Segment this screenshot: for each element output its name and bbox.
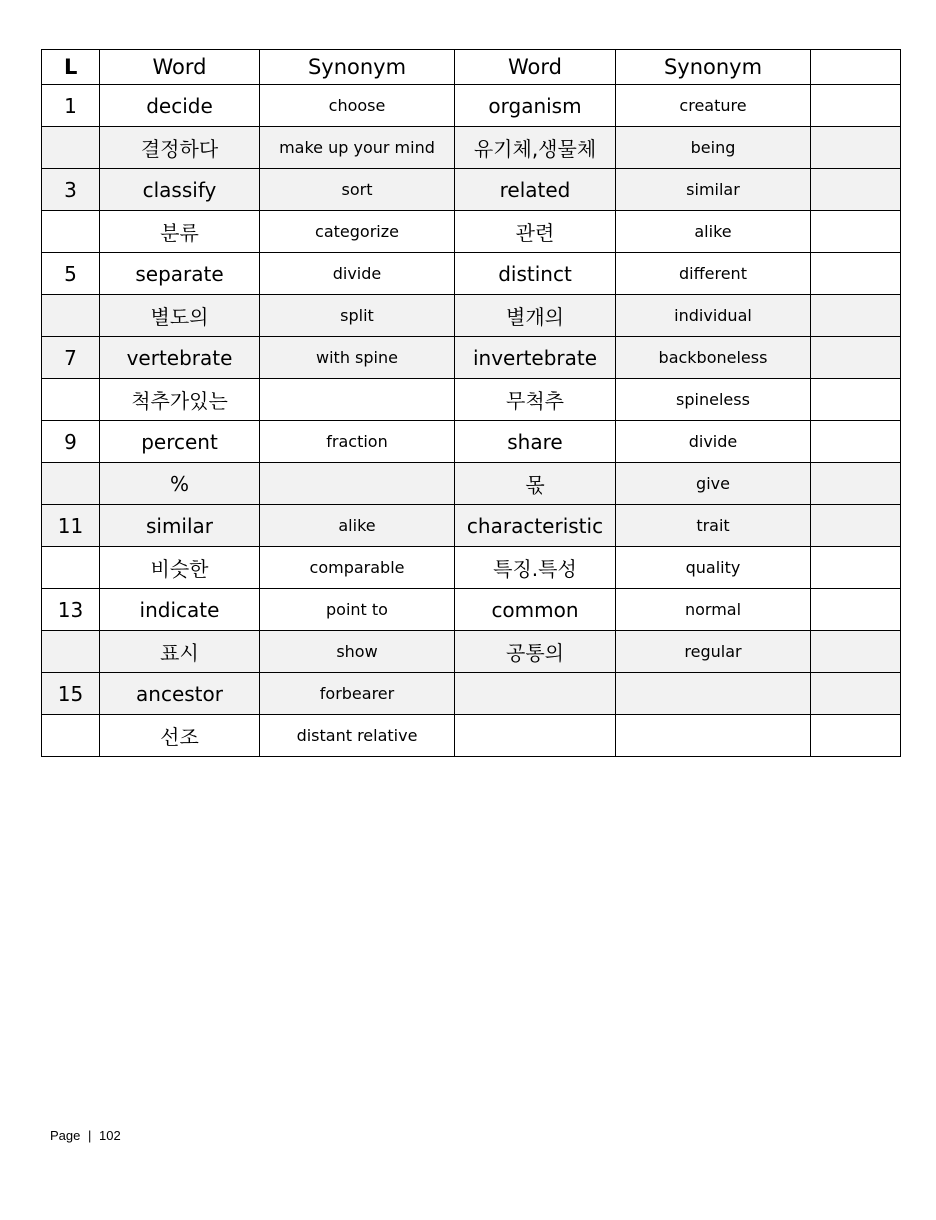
- blank-cell: [811, 127, 901, 169]
- synonym-cell: sort: [260, 169, 455, 211]
- blank-cell: [811, 85, 901, 127]
- lesson-number-cell: [42, 127, 100, 169]
- table-row: [42, 379, 901, 421]
- header-word-2: Word: [455, 50, 616, 85]
- word-cell: decide: [100, 85, 260, 127]
- korean-word-cell: 특징.특성: [455, 547, 616, 589]
- blank-cell: [811, 589, 901, 631]
- blank-cell: [811, 211, 901, 253]
- korean-word-cell: 유기체,생물체: [455, 127, 616, 169]
- korean-word-cell: 분류: [100, 211, 260, 253]
- word-cell: characteristic: [455, 505, 616, 547]
- word-cell: [455, 673, 616, 715]
- page-number: 102: [99, 1128, 121, 1143]
- korean-word-cell: 척추가있는: [100, 379, 260, 421]
- korean-word-cell: [455, 715, 616, 757]
- word-cell: organism: [455, 85, 616, 127]
- lesson-number-cell: [42, 463, 100, 505]
- lesson-number-cell: [42, 547, 100, 589]
- blank-cell: [811, 463, 901, 505]
- lesson-number-cell: [42, 295, 100, 337]
- synonym-cell: alike: [616, 211, 811, 253]
- word-cell: common: [455, 589, 616, 631]
- korean-word-cell: 표시: [100, 631, 260, 673]
- synonym-cell: divide: [260, 253, 455, 295]
- word-cell: invertebrate: [455, 337, 616, 379]
- table-row: [42, 463, 901, 505]
- korean-word-cell: 무척추: [455, 379, 616, 421]
- table-row: [42, 421, 901, 463]
- synonym-cell: similar: [616, 169, 811, 211]
- lesson-number-cell: 5: [42, 253, 100, 295]
- synonym-cell: regular: [616, 631, 811, 673]
- synonym-cell: give: [616, 463, 811, 505]
- word-cell: ancestor: [100, 673, 260, 715]
- word-cell: related: [455, 169, 616, 211]
- blank-cell: [811, 631, 901, 673]
- header-lesson: L: [42, 50, 100, 85]
- synonym-cell: alike: [260, 505, 455, 547]
- word-cell: separate: [100, 253, 260, 295]
- synonym-cell: quality: [616, 547, 811, 589]
- synonym-cell: fraction: [260, 421, 455, 463]
- table-row: [42, 211, 901, 253]
- synonym-cell: [616, 715, 811, 757]
- table-row: [42, 169, 901, 211]
- header-blank: [811, 50, 901, 85]
- korean-word-cell: 비슷한: [100, 547, 260, 589]
- table-row: [42, 253, 901, 295]
- synonym-cell: backboneless: [616, 337, 811, 379]
- table-row: [42, 589, 901, 631]
- synonym-cell: creature: [616, 85, 811, 127]
- synonym-cell: with spine: [260, 337, 455, 379]
- blank-cell: [811, 337, 901, 379]
- blank-cell: [811, 673, 901, 715]
- synonym-cell: [260, 463, 455, 505]
- korean-word-cell: 공통의: [455, 631, 616, 673]
- blank-cell: [811, 253, 901, 295]
- korean-word-cell: 별도의: [100, 295, 260, 337]
- table-header-row: [42, 50, 901, 85]
- lesson-number-cell: 1: [42, 85, 100, 127]
- blank-cell: [811, 169, 901, 211]
- synonym-cell: trait: [616, 505, 811, 547]
- page-footer: [50, 1128, 121, 1143]
- lesson-number-cell: 11: [42, 505, 100, 547]
- lesson-number-cell: 9: [42, 421, 100, 463]
- blank-cell: [811, 421, 901, 463]
- word-cell: similar: [100, 505, 260, 547]
- lesson-number-cell: [42, 715, 100, 757]
- word-cell: indicate: [100, 589, 260, 631]
- word-cell: vertebrate: [100, 337, 260, 379]
- table-row: [42, 127, 901, 169]
- blank-cell: [811, 505, 901, 547]
- synonym-cell: spineless: [616, 379, 811, 421]
- synonym-cell: categorize: [260, 211, 455, 253]
- synonym-cell: make up your mind: [260, 127, 455, 169]
- lesson-number-cell: 13: [42, 589, 100, 631]
- lesson-number-cell: [42, 379, 100, 421]
- page-separator: |: [88, 1128, 92, 1143]
- blank-cell: [811, 715, 901, 757]
- synonym-cell: normal: [616, 589, 811, 631]
- lesson-number-cell: 7: [42, 337, 100, 379]
- table-row: [42, 715, 901, 757]
- lesson-number-cell: 3: [42, 169, 100, 211]
- korean-word-cell: %: [100, 463, 260, 505]
- page-label: Page: [50, 1128, 81, 1143]
- synonym-cell: forbearer: [260, 673, 455, 715]
- synonym-cell: being: [616, 127, 811, 169]
- synonym-cell: divide: [616, 421, 811, 463]
- korean-word-cell: 몫: [455, 463, 616, 505]
- vocabulary-table: [41, 49, 901, 757]
- table-row: [42, 631, 901, 673]
- word-cell: distinct: [455, 253, 616, 295]
- lesson-number-cell: [42, 631, 100, 673]
- synonym-cell: individual: [616, 295, 811, 337]
- table-row: [42, 337, 901, 379]
- word-cell: percent: [100, 421, 260, 463]
- header-synonym-2: Synonym: [616, 50, 811, 85]
- synonym-cell: split: [260, 295, 455, 337]
- table-row: [42, 547, 901, 589]
- table-row: [42, 673, 901, 715]
- synonym-cell: choose: [260, 85, 455, 127]
- blank-cell: [811, 295, 901, 337]
- lesson-number-cell: [42, 211, 100, 253]
- synonym-cell: [260, 379, 455, 421]
- synonym-cell: show: [260, 631, 455, 673]
- word-cell: classify: [100, 169, 260, 211]
- header-word-1: Word: [100, 50, 260, 85]
- word-cell: share: [455, 421, 616, 463]
- blank-cell: [811, 379, 901, 421]
- korean-word-cell: 선조: [100, 715, 260, 757]
- blank-cell: [811, 547, 901, 589]
- table-row: [42, 85, 901, 127]
- synonym-cell: [616, 673, 811, 715]
- header-synonym-1: Synonym: [260, 50, 455, 85]
- synonym-cell: distant relative: [260, 715, 455, 757]
- korean-word-cell: 별개의: [455, 295, 616, 337]
- synonym-cell: point to: [260, 589, 455, 631]
- korean-word-cell: 관련: [455, 211, 616, 253]
- table-row: [42, 505, 901, 547]
- synonym-cell: comparable: [260, 547, 455, 589]
- korean-word-cell: 결정하다: [100, 127, 260, 169]
- table-row: [42, 295, 901, 337]
- lesson-number-cell: 15: [42, 673, 100, 715]
- synonym-cell: different: [616, 253, 811, 295]
